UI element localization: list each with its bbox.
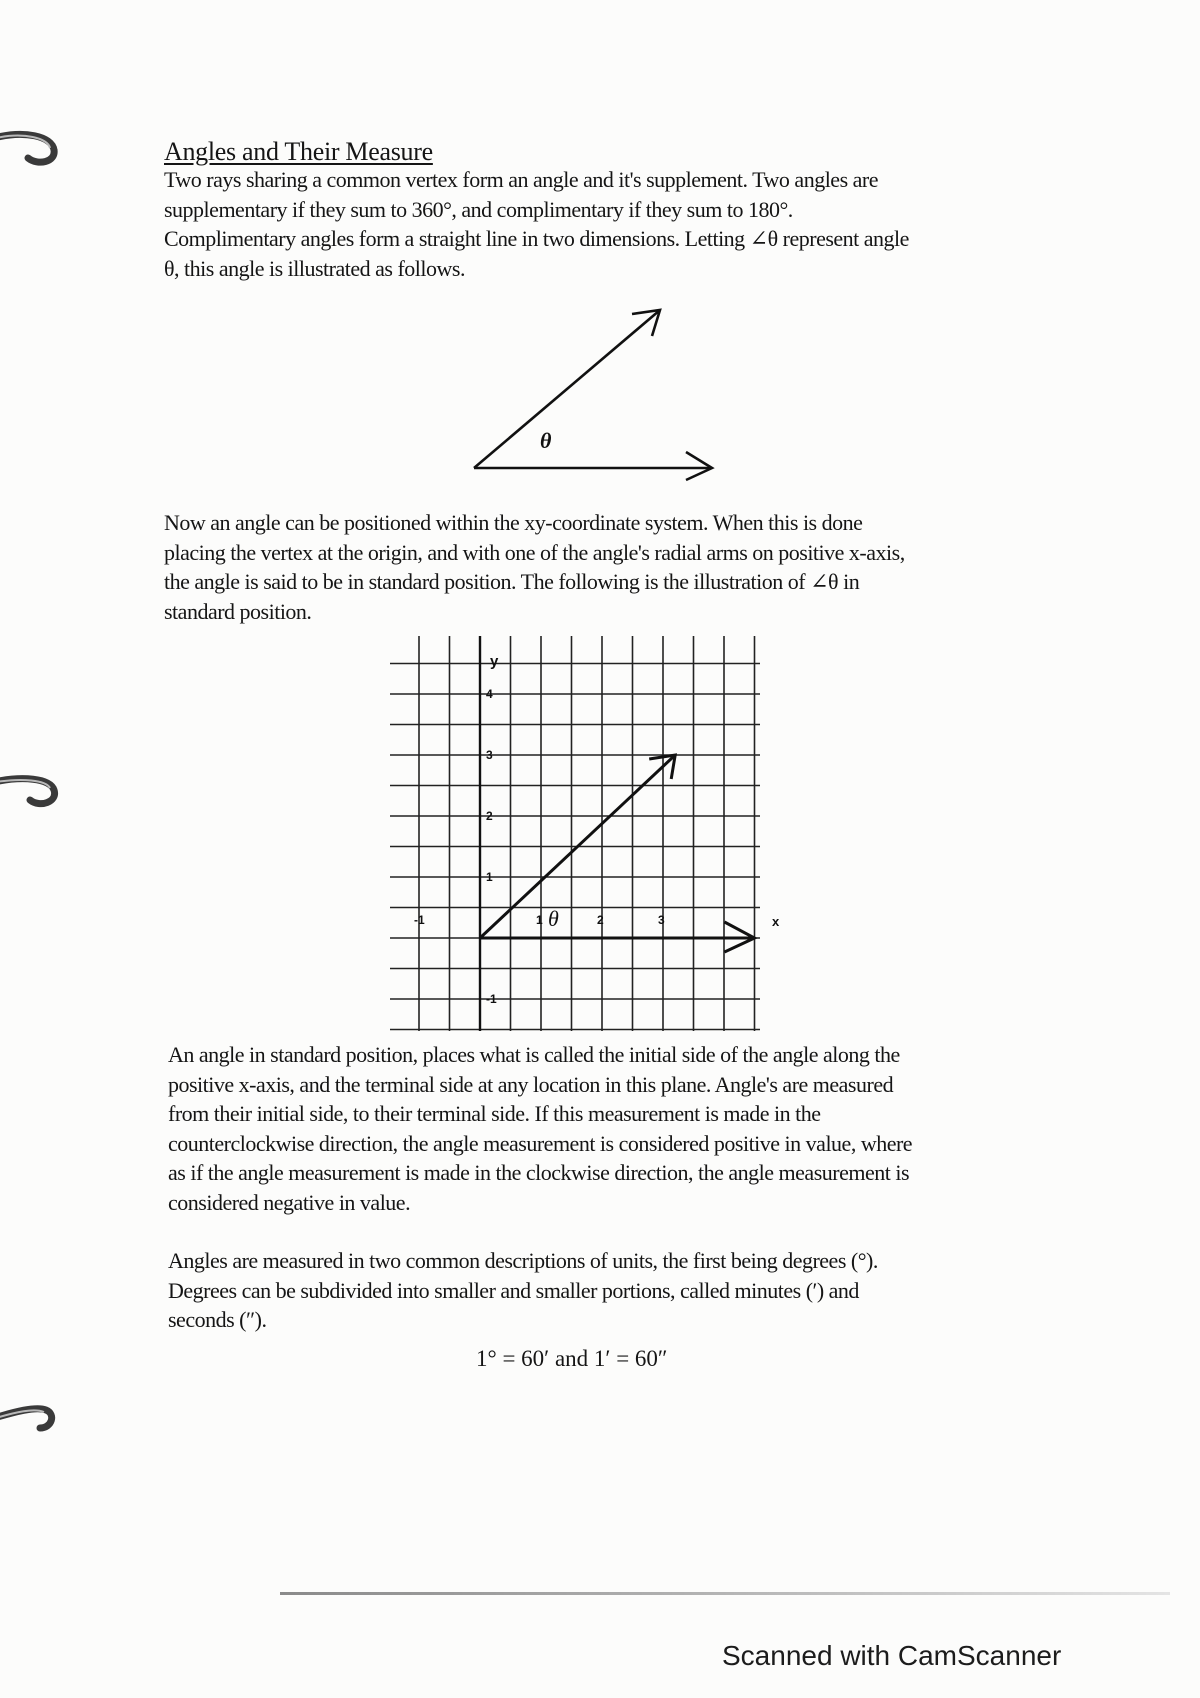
angle-label: θ [548, 906, 559, 931]
text-line: positive x-axis, and the terminal side at any location in this plane. Angle's are measured [168, 1071, 894, 1097]
standard-position-paragraph [164, 508, 1024, 626]
angle-label: θ [540, 428, 552, 453]
initial-ray-arrowhead [686, 452, 712, 480]
text-line: Two rays sharing a common vertex form an angle and it's supplement. Two angles are [164, 167, 878, 192]
text-line: Complimentary angles form a straight line in two dimensions. Letting ∠θ represent angle [164, 226, 909, 251]
text-line: An angle in standard position, places what is called the initial side of the angle along the [168, 1042, 900, 1067]
text-line: supplementary if they sum to 360°, and complimentary if they sum to 180°. [164, 196, 793, 222]
measurement-direction-paragraph [168, 1040, 1028, 1217]
x-axis-label: x [772, 914, 780, 929]
x-tick-label: 1 [536, 913, 543, 927]
coordinate-grid-figure [400, 636, 780, 1031]
y-tick-label: 3 [486, 748, 493, 762]
x-tick-label: 3 [658, 913, 665, 927]
angle-figure [460, 300, 730, 480]
page-title: Angles and Their Measure [164, 137, 433, 166]
x-tick-label: -1 [414, 913, 425, 927]
text-line: seconds (″). [168, 1307, 267, 1332]
text-line: Degrees can be subdivided into smaller and smaller portions, called minutes (′) and [168, 1277, 859, 1303]
page-edge-shadow [280, 1592, 1170, 1595]
terminal-ray [474, 310, 660, 468]
y-tick-label: 4 [486, 687, 493, 701]
camscanner-watermark: Scanned with CamScanner [722, 1640, 1062, 1671]
intro-paragraph [164, 165, 1024, 283]
binder-ring-middle [0, 768, 66, 812]
degree-conversion-equation: 1° = 60′ and 1′ = 60″ [476, 1346, 668, 1371]
text-line: Angles are measured in two common descriptions of units, the first being degrees (°). [168, 1248, 878, 1273]
y-tick-label: 2 [486, 809, 493, 823]
text-line: considered negative in value. [168, 1189, 411, 1215]
units-paragraph [168, 1246, 1028, 1335]
x-tick-label: 2 [597, 913, 604, 927]
text-line: counterclockwise direction, the angle measurement is considered positive in value, where [168, 1130, 913, 1156]
text-line: from their initial side, to their terminal side. If this measurement is made in the [168, 1101, 821, 1126]
y-axis-label: y [490, 653, 499, 670]
text-line: standard position. [164, 598, 312, 624]
text-line: Now an angle can be positioned within the xy-coordinate system. When this is done [164, 510, 863, 535]
y-tick-label: -1 [486, 992, 497, 1006]
text-line: the angle is said to be in standard position. The following is the illustration of ∠θ in [164, 569, 860, 594]
text-line: as if the angle measurement is made in the clockwise direction, the angle measurement is [168, 1160, 910, 1185]
y-tick-label: 1 [486, 870, 493, 884]
text-line: θ, this angle is illustrated as follows. [164, 255, 465, 281]
binder-ring-bottom [0, 1394, 66, 1438]
text-line: placing the vertex at the origin, and with one of the angle's radial arms on positive x-axis, [164, 539, 905, 565]
binder-ring-top [0, 126, 66, 170]
